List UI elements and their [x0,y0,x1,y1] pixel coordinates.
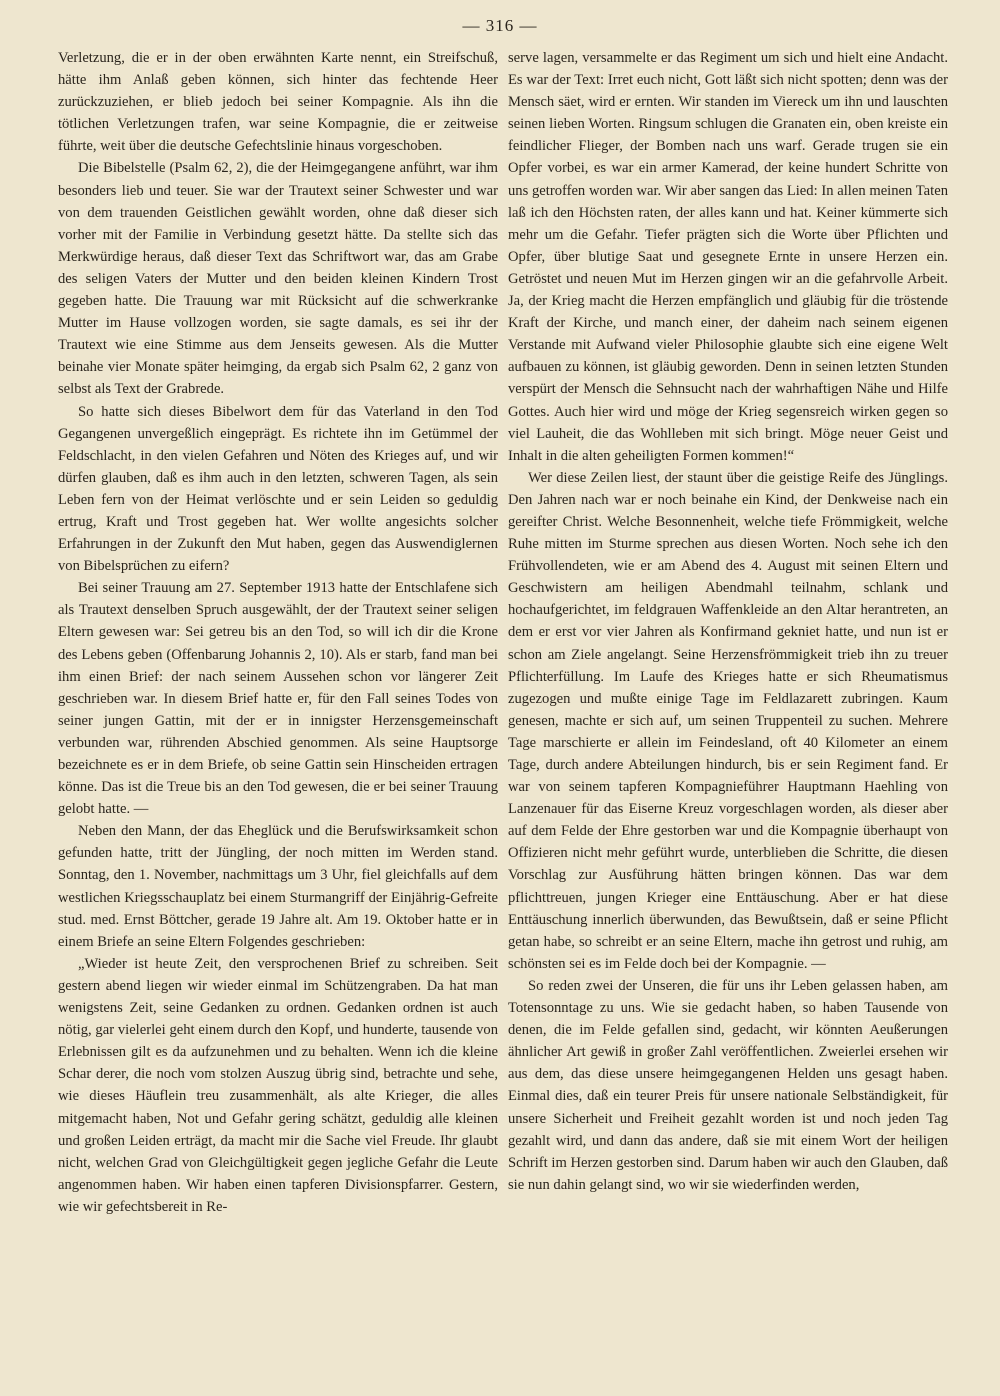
paragraph: So reden zwei der Unseren, die für uns ihr Leben gelassen haben, am Totensonntage zu uns. Wie sie gedacht haben, so haben Tausende von denen, die im Felde gefallen sind, gedacht, wir könnten Aeußerungen ähnlicher Art gewiß in großer Zahl veröffentlichen. Zweierlei ersehen wir aus dem, das diese unsere heimgegangenen Helden uns gesagt haben. Einmal dies, daß ein teurer Preis für unsere nationale Selbständigkeit, für unsere Sicherheit und Freiheit gezahlt worden ist und noch jeden Tag gezahlt wird, und dann das andere, daß sie mit einem Wort der heiligen Schrift im Herzen gestorben sind. Darum haben wir auch den Glauben, daß sie nun dahin gelangt sind, wo wir sie wiederfinden werden, [508,977,948,1193]
left-column [58,47,498,1218]
paragraph: Neben den Mann, der das Eheglück und die Berufswirksamkeit schon gefunden hatte, tritt der Jüngling, der noch mitten im Werden stand. Sonntag, den 1. November, nachmittags um 3 Uhr, fiel gleichfalls auf dem westlichen Kriegsschauplatz bei einem Sturmangriff der Einjährig-Gefreite stud. med. Ernst Böttcher, gerade 19 Jahre alt. Am 19. Oktober hatte er in einem Briefe an seine Eltern Folgendes geschrieben: [58,823,498,950]
paragraph: Die Bibelstelle (Psalm 62, 2), die der Heimgegangene anführt, war ihm besonders lieb und teuer. Sie war der Trautext seiner Schwester und war von dem trauenden Geistlichen gewählt worden, ohne daß dieser sich vorher mit der Familie in Verbindung gesetzt hätte. Da stellte sich das Merkwürdige heraus, daß dieser Text das Schriftwort war, das am Grabe des seligen Vaters der Mutter und den beiden kleinen Kindern Trost gegeben hatte. Die Trauung war mit Rücksicht auf die schwerkranke Mutter im Hause vollzogen worden, sie sagte damals, es sei ihr der Trautext wie eine Stimme aus dem Jenseits gewesen. Als die Mutter beinahe vier Monate später heimging, da ergab sich Psalm 62, 2 ganz von selbst als Text der Grabrede. [58,160,498,398]
letter-quote-continued: serve lagen, versammelte er das Regiment um sich und hielt eine Andacht. Es war der Text: Irret euch nicht, Gott läßt sich nicht spotten; denn was der Mensch säet, wird er ernten. Wir standen im Viereck um ihn und lauschten seinen lieben Worten. Ringsum schlugen die Granaten ein, oben kreiste ein feindlicher Flieger, der Bomben nach uns warf. Gerade trugen sie ein Opfer vorbei, es war ein armer Kamerad, der keine hundert Schritte von uns getroffen worden war. Wir aber sangen das Lied: In allen meinen Taten laß ich den Höchsten raten, der alles kann und hat. Keiner kümmerte sich mehr um die Gefahr. Tiefer prägten sich die Worte über Pflichten und Opfer, über blutige Saat und gesegnete Ernte in unsere Herzen ein. Getröstet und neuen Mut im Herzen gingen wir an die gefahrvolle Arbeit. Ja, der Krieg macht die Herzen empfänglich und gläubig für die tröstende Kraft der Kirche, und manch einer, der daheim nach seinem eigenen Verstande mit Aufwand vieler Philosophie glaubte sich eine eigene Welt aufbauen zu können, ist gläubig geworden. Denn in seinen letzten Stunden verspürt der Mensch die Sehnsucht nach der wahrhaftigen Nähe und Hilfe Gottes. Auch hier wird und möge der Krieg segensreich wirken gegen so viel Lauheit, die das Wohlleben mit sich bringt. Möge neuer Geist und Inhalt in die alten geheiligten Formen kommen!“ [508,50,948,464]
paragraph: So hatte sich dieses Bibelwort dem für das Vaterland in den Tod Gegangenen unvergeßlich eingeprägt. Es richtete ihn im Getümmel der Feldschlacht, in den vielen Gefahren und Nöten des Krieges auf, und wir dürfen glauben, daß es ihm auch in den letzten, schweren Tagen, als sein Leben fern von der Heimat verlöschte und er sein Leiden so geduldig ertrug, Kraft und Trost gegeben hat. Wer wollte angesichts solcher Erfahrungen in der Zukunft den Mut haben, gegen das Auswendiglernen von Bibelsprüchen zu eifern? [58,403,498,575]
right-column [508,47,948,1196]
page-number: — 316 — [462,16,538,35]
paragraph: Bei seiner Trauung am 27. September 1913 hatte der Entschlafene sich als Trautext denselben Spruch ausgewählt, der der Trautext seiner seligen Eltern gewesen war: Sei getreu bis an den Tod, so will ich dir die Krone des Lebens geben (Offenbarung Johannis 2, 10). Als er starb, fand man bei ihm einen Brief: der nach seinem Aussehen schon vor längerer Zeit geschrieben war. In diesem Brief hatte er, für den Fall seines Todes von seiner jungen Gattin, mit der er in innigster Herzensgemeinschaft verbunden war, rührenden Abschied genommen. Als seine Hauptsorge bezeichnete es er in dem Briefe, ob seine Gattin sein Hinscheiden ertragen könne. Das ist die Treue bis an den Tod gewesen, die er bei seiner Trauung gelobt hatte. — [58,580,498,818]
paragraph: Verletzung, die er in der oben erwähnten Karte nennt, ein Streifschuß, hätte ihm Anlaß geben können, sich hinter das fechtende Heer zurückzuziehen, er blieb jedoch bei seiner Kompagnie. Als ihn die tötlichen Verletzungen trafen, war seine Kompagnie, die er zeitweise führte, weit über die deutsche Gefechtslinie hinaus vorgeschoben. [58,50,498,155]
paragraph: Wer diese Zeilen liest, der staunt über die geistige Reife des Jünglings. Den Jahren nach war er noch beinahe ein Kind, der Denkweise nach ein gereifter Christ. Welche Besonnenheit, welche tiefe Frömmigkeit, welche Ruhe mitten im Sturme sprechen aus diesen Worten. Noch sehe ich den Frühvollendeten, wie er am Abend des 4. August mit seinen Eltern und Geschwistern am heiligen Abendmahl teilnahm, schlank und hochaufgerichtet, im feldgrauen Waffenkleide an den Altar herantreten, an dem er erst vor vier Jahren als Konfirmand gekniet hatte, und nun ist er schon am Ziele angelangt. Seine Herzensfrömmigkeit trieb ihn zu treuer Pflichterfüllung. Im Laufe des Krieges hatte er sich Rheumatismus zugezogen und mußte einige Tage im Feldlazarett zubringen. Kaum genesen, machte er sich auf, um seinen Truppenteil zu suchen. Mehrere Tage marschierte er allein im Feindesland, oft 40 Kilometer an einem Tage, durch andere Abteilungen hindurch, bis er sein Regiment fand. Er war von seinem tapferen Kompagnieführer Hauptmann Haehling von Lanzenauer für das Eiserne Kreuz vorgeschlagen worden, als dieser aber auf dem Felde der Ehre gestorben war und die Kompagnie überhaupt von Offizieren nicht mehr geführt wurde, unterblieben die Schritte, die diesen Vorschlag zur Ausführung hätten bringen können. Das war dem pflichttreuen, jungen Krieger eine Enttäuschung. Aber er hat diese Enttäuschung innerlich überwunden, das Bewußtsein, daß er seine Pflicht getan habe, so schreibt er an seine Eltern, mache ihn getrost und ruhig, am schönsten sei es im Felde doch bei der Kompagnie. — [508,469,948,972]
letter-quote: „Wieder ist heute Zeit, den versprochenen Brief zu schreiben. Seit gestern abend liegen wir wieder einmal im Schützengraben. Da hat man wenigstens Zeit, seine Gedanken zu ordnen. Gedanken ordnen ist auch nötig, gar vielerlei geht einem durch den Kopf, und hunderte, tausende von Erlebnissen gilt es da aufzunehmen und zu behalten. Wenn ich die kleine Schar derer, die noch vom stolzen Auszug übrig sind, betrachte und sehe, wie dieses Häuflein treu zusammenhält, als alte Krieger, die alles mitgemacht haben, Not und Gefahr gering schätzt, geduldig alle kleinen und großen Leiden erträgt, da macht mir die Sache viel Freude. Ihr glaubt nicht, welchen Grad von Gleichgültigkeit gegen jegliche Gefahr die Leute angenommen haben. Wir haben einen tapferen Divisionspfarrer. Gestern, wie wir gefechtsbereit in Re- [58,955,498,1215]
